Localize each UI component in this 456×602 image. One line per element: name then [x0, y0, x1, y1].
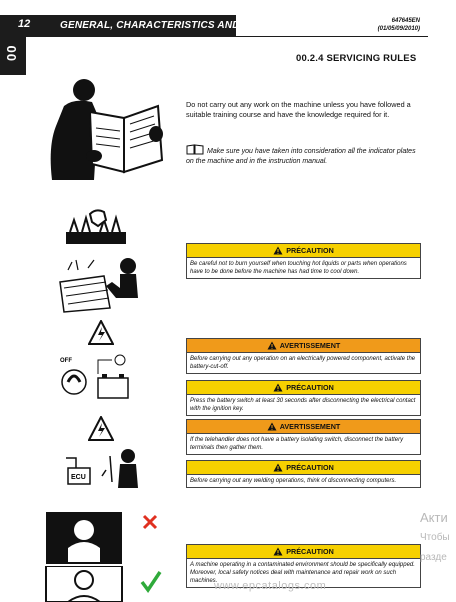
- chapter-tab: [0, 37, 26, 75]
- warning-level: AVERTISSEMENT: [279, 341, 341, 350]
- chapter-number: 00: [4, 44, 19, 61]
- side-watermark: [420, 508, 450, 568]
- manual-note-text: Make sure you have taken into consideration all the indicator plates on the machine and in the instruction manual.: [186, 148, 416, 165]
- contaminated-cab-wrong-illustration: [44, 508, 164, 566]
- warning-text: Press the battery switch at least 30 seconds after disconnecting the electrical contact with the ignition key.: [190, 398, 416, 412]
- intro-paragraph: Do not carry out any work on the machine unless you have followed a suitable training course and have the knowledge required for it.: [186, 100, 411, 119]
- warning-box-3: [186, 380, 421, 416]
- off-label: OFF: [60, 358, 72, 364]
- warning-box-1: [186, 243, 421, 279]
- reading-person-illustration: [34, 76, 174, 180]
- hot-engine-hand-illustration: [54, 252, 140, 316]
- warning-triangle-icon: [273, 547, 283, 556]
- manual-note: [186, 144, 422, 167]
- warning-triangle-icon: [267, 422, 277, 431]
- warning-text: If the telehandler does not have a battery isolating switch, disconnect the battery terminals then gather them.: [190, 437, 404, 451]
- section-title: 00.2.4 SERVICING RULES: [296, 53, 417, 64]
- header-title: GENERAL, CHARACTERISTICS AND SAFETY: [60, 20, 284, 31]
- electrical-hazard-icon: [88, 320, 114, 346]
- electrical-hazard-icon-2: [88, 416, 114, 442]
- warning-header: [187, 420, 420, 434]
- warning-level: PRÉCAUTION: [286, 547, 334, 556]
- warning-box-2: [186, 338, 421, 374]
- warning-triangle-icon: [273, 463, 283, 472]
- welding-ecu-illustration: [62, 446, 146, 496]
- equipped-cab-right-illustration: [44, 566, 164, 602]
- side-watermark-line: Чтобы: [420, 532, 450, 543]
- warning-triangle-icon: [273, 383, 283, 392]
- warning-triangle-icon: [267, 341, 277, 350]
- warning-triangle-icon: [273, 246, 283, 255]
- warning-text: Before carrying out any welding operations, think of disconnecting computers.: [190, 478, 397, 484]
- warning-header: [187, 381, 420, 395]
- warning-text: A machine operating in a contaminated environment should be specifically equipped. Moreover, local safety notices deal with maintenance and repair work on such machines.: [190, 562, 415, 584]
- doc-code: 647645EN: [391, 18, 420, 24]
- side-watermark-line: Акти: [420, 510, 448, 525]
- site-watermark: www.epcatalogs.com: [214, 580, 327, 592]
- battery-cutoff-illustration: [58, 352, 148, 406]
- warning-level: PRÉCAUTION: [286, 463, 334, 472]
- warning-header: [187, 244, 420, 258]
- page-number: 12: [18, 18, 31, 30]
- warning-header: [187, 461, 420, 475]
- warning-text: Before carrying out any operation on an electrically powered component, activate the battery-cut-off.: [190, 356, 416, 370]
- warning-box-5: [186, 460, 421, 488]
- warning-header: [187, 339, 420, 353]
- hot-surface-hand-illustration: [60, 206, 132, 248]
- ecu-label: ECU: [71, 474, 86, 481]
- warning-level: PRÉCAUTION: [286, 383, 334, 392]
- warning-level: AVERTISSEMENT: [279, 422, 341, 431]
- warning-header: [187, 545, 420, 559]
- document-code: [378, 17, 420, 33]
- warning-text: Be careful not to burn yourself when touching hot liquids or parts when operations have to be done before the machine has had time to cool down.: [190, 261, 407, 275]
- warning-box-4: [186, 419, 421, 455]
- side-watermark-line: разде: [420, 552, 447, 563]
- doc-date: (01/05/09/2010): [377, 26, 420, 32]
- warning-level: PRÉCAUTION: [286, 246, 334, 255]
- header-rule: [236, 36, 428, 37]
- open-book-icon: [186, 144, 204, 155]
